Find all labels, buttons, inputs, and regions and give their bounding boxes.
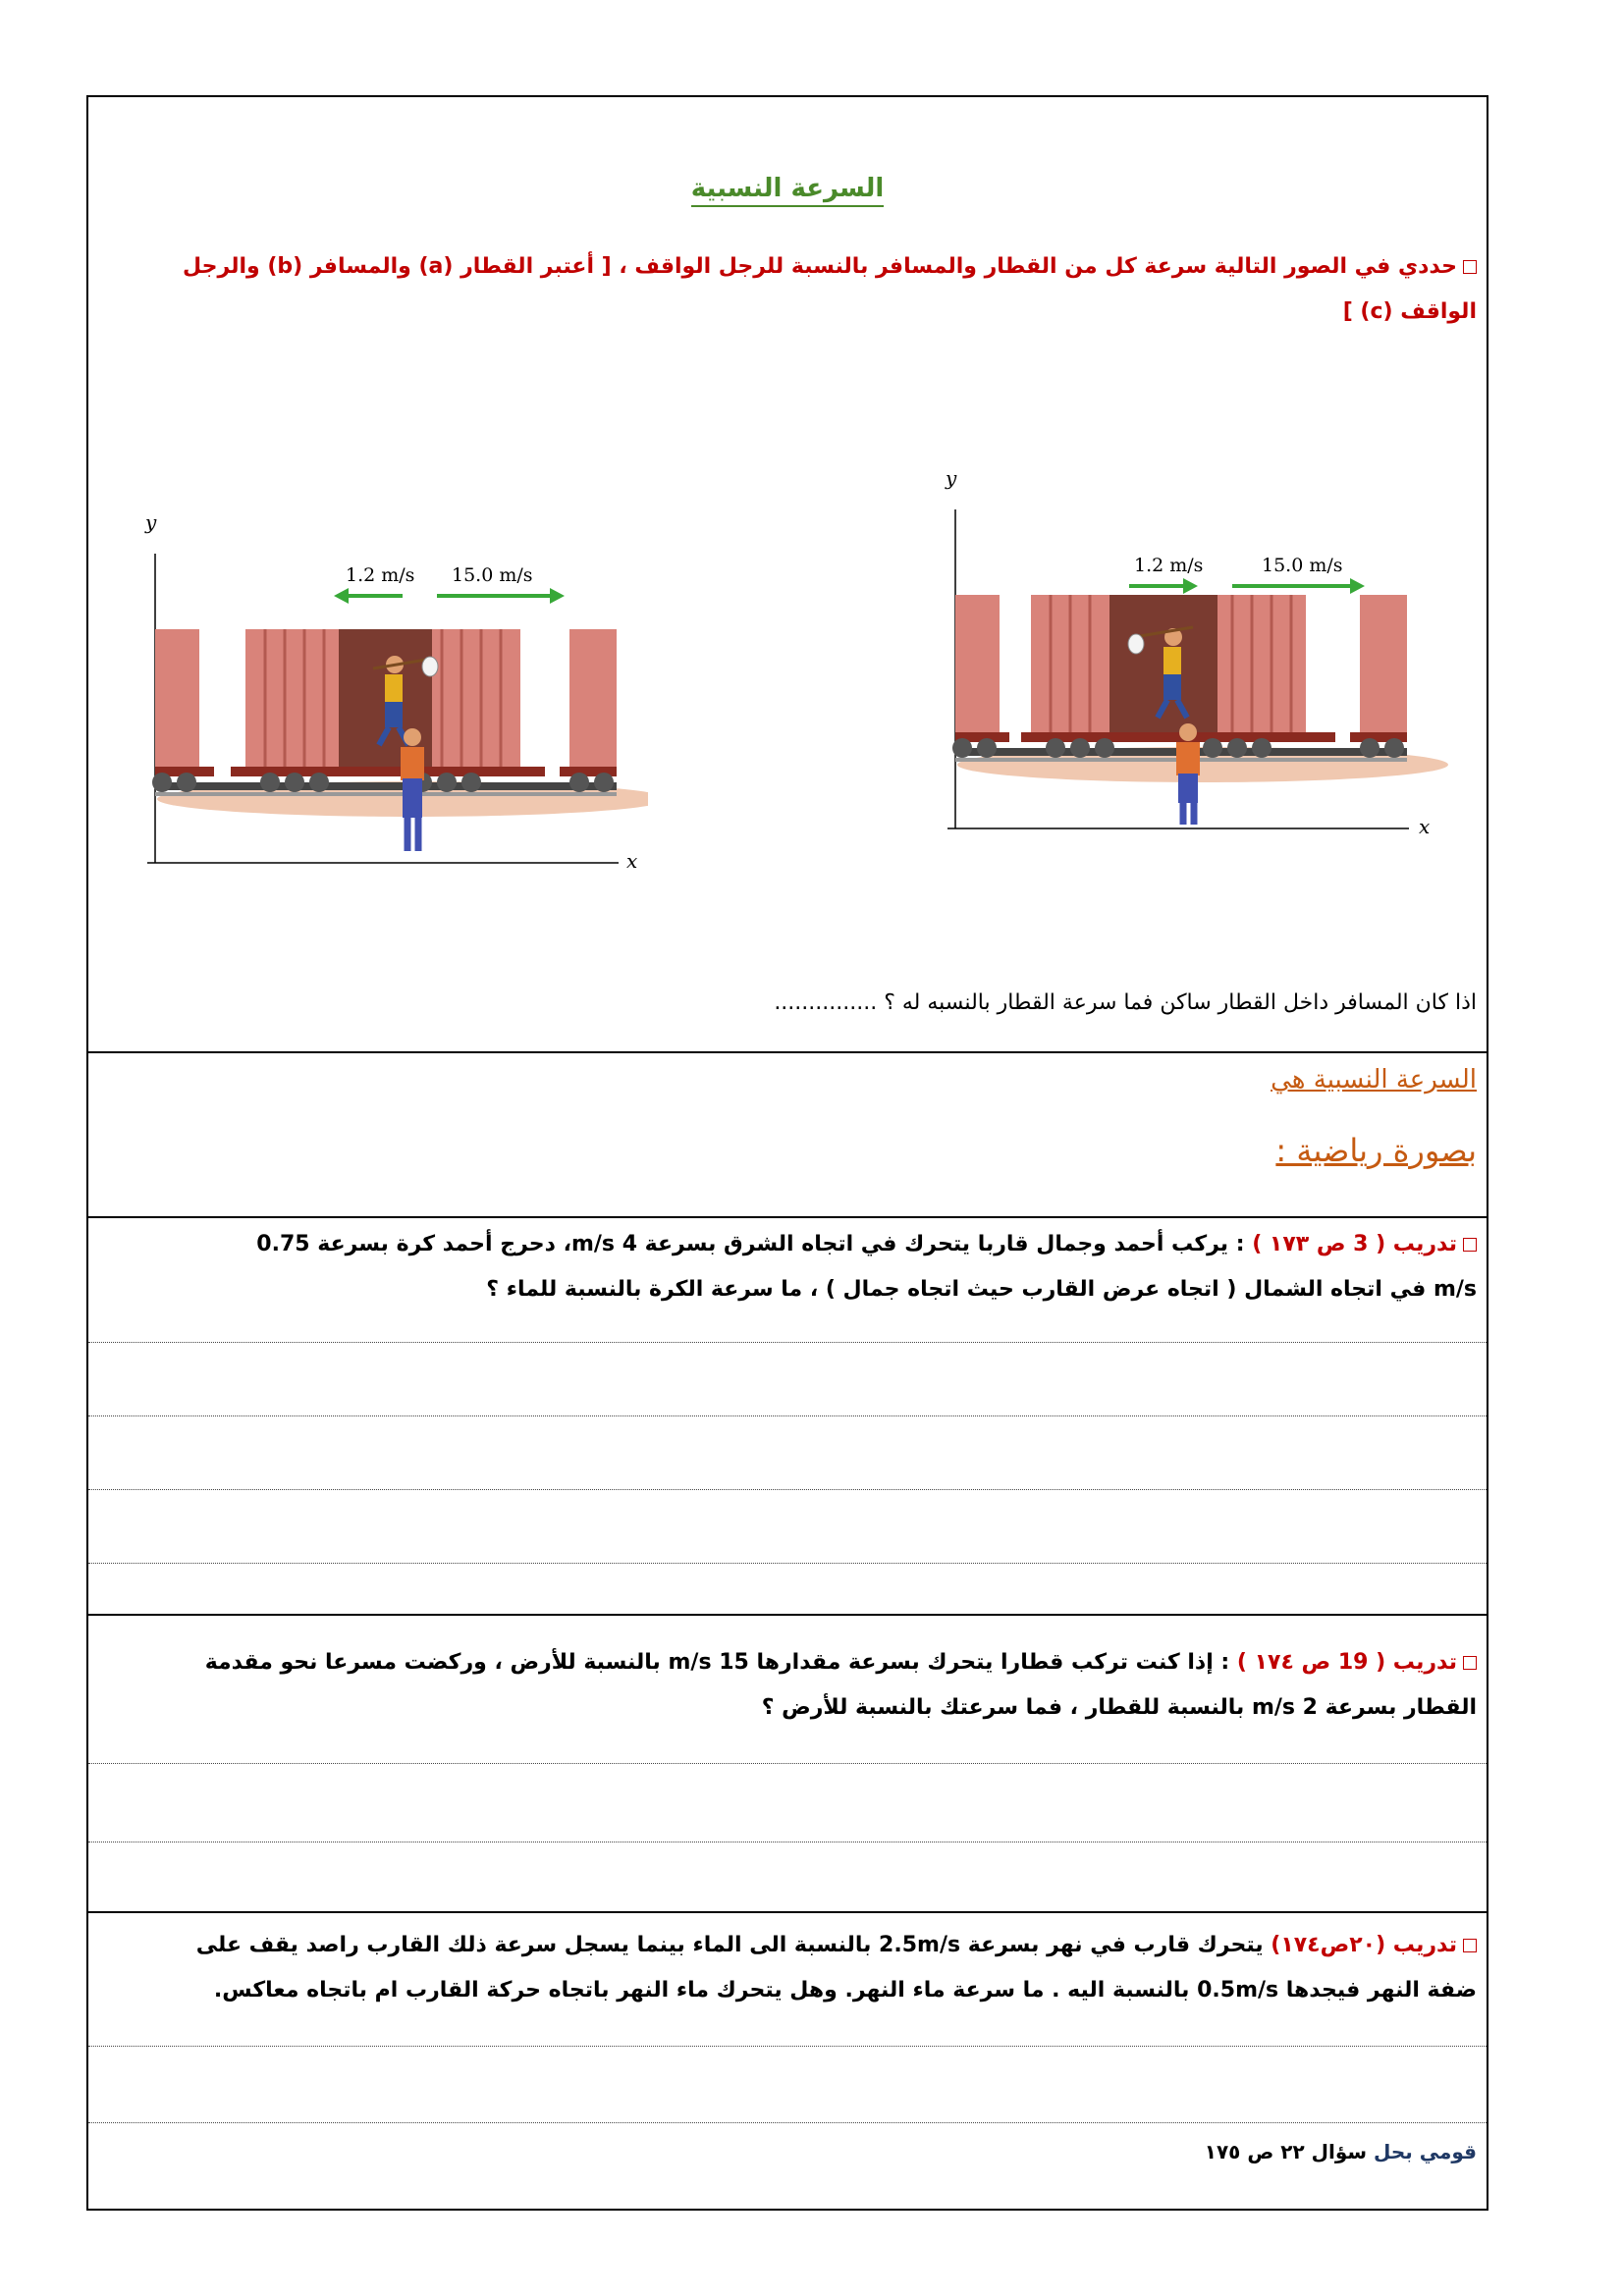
passenger-speed-label: 1.2 m/s: [346, 564, 415, 586]
x-axis-label: x: [1419, 815, 1431, 838]
checkbox-icon: [1463, 1939, 1477, 1952]
checkbox-icon: [1463, 1238, 1477, 1252]
passenger-speed-label: 1.2 m/s: [1134, 555, 1204, 576]
train-figure-left: [137, 401, 648, 882]
train-figure-right: [938, 387, 1448, 868]
answer-line[interactable]: [88, 1415, 1487, 1416]
y-axis-label: y: [145, 510, 157, 534]
answer-line[interactable]: [88, 1489, 1487, 1490]
answer-line[interactable]: [88, 2046, 1487, 2047]
train-speed-label: 15.0 m/s: [452, 564, 533, 586]
intro-text: حددي في الصور التالية سرعة كل من القطار والمسافر بالنسبة للرجل الواقف ، [ أعتبر القطار (a) والمسافر (b) والرجل الواقف (c) ]: [183, 254, 1477, 324]
exercise-1: تدريب ( 3 ص ١٧٣ ) : يركب أحمد وجمال قاربا يتحرك في اتجاه الشرق بسرعة 4 m/s، دحرج أحمد كرة بسرعة 0.75 m/s في اتجاه الشمال ( اتجاه عرض القارب حيث اتجاه جمال ) ، ما سرعة الكرة بالنسبة للماء ؟: [256, 1232, 1477, 1302]
exercise-3: تدريب (٢٠ص١٧٤) يتحرك قارب في نهر بسرعة 2.5m/s بالنسبة الى الماء بينما يسجل سرعة ذلك القارب راصد يقف على ضفة النهر فيجدها 0.5m/s بالنسبة اليه . ما سرعة ماء النهر. وهل يتحرك ماء النهر باتجاه حركة القارب ام باتجاه معاكس.: [195, 1933, 1477, 2002]
exercise-2: تدريب ( 19 ص ١٧٤ ) : إذا كنت تركب قطارا يتحرك بسرعة مقدارها 15 m/s بالنسبة للأرض ، وركضت مسرعا نحو مقدمة القطار بسرعة 2 m/s بالنسبة للقطار ، فما سرعتك بالنسبة للأرض ؟: [204, 1650, 1477, 1720]
rest-question: اذا كان المسافر داخل القطار ساكن فما سرعة القطار بالنسبه له ؟ ...............: [774, 990, 1477, 1015]
checkbox-icon: [1463, 260, 1477, 274]
answer-line[interactable]: [88, 1342, 1487, 1343]
homework-note: قومي بحل سؤال ٢٢ ص ١٧٥: [1204, 2140, 1477, 2163]
definition-label: السرعة النسبية هي: [1271, 1065, 1477, 1095]
math-form-label: بصورة رياضية :: [1275, 1132, 1477, 1169]
worksheet: [86, 95, 1488, 2211]
answer-line[interactable]: [88, 1763, 1487, 1764]
page-title: السرعة النسبية: [88, 174, 1487, 203]
train-speed-label: 15.0 m/s: [1262, 555, 1343, 576]
y-axis-label: y: [946, 466, 957, 490]
x-axis-label: x: [626, 849, 638, 873]
answer-line[interactable]: [88, 2122, 1487, 2123]
checkbox-icon: [1463, 1656, 1477, 1670]
answer-line[interactable]: [88, 1563, 1487, 1564]
